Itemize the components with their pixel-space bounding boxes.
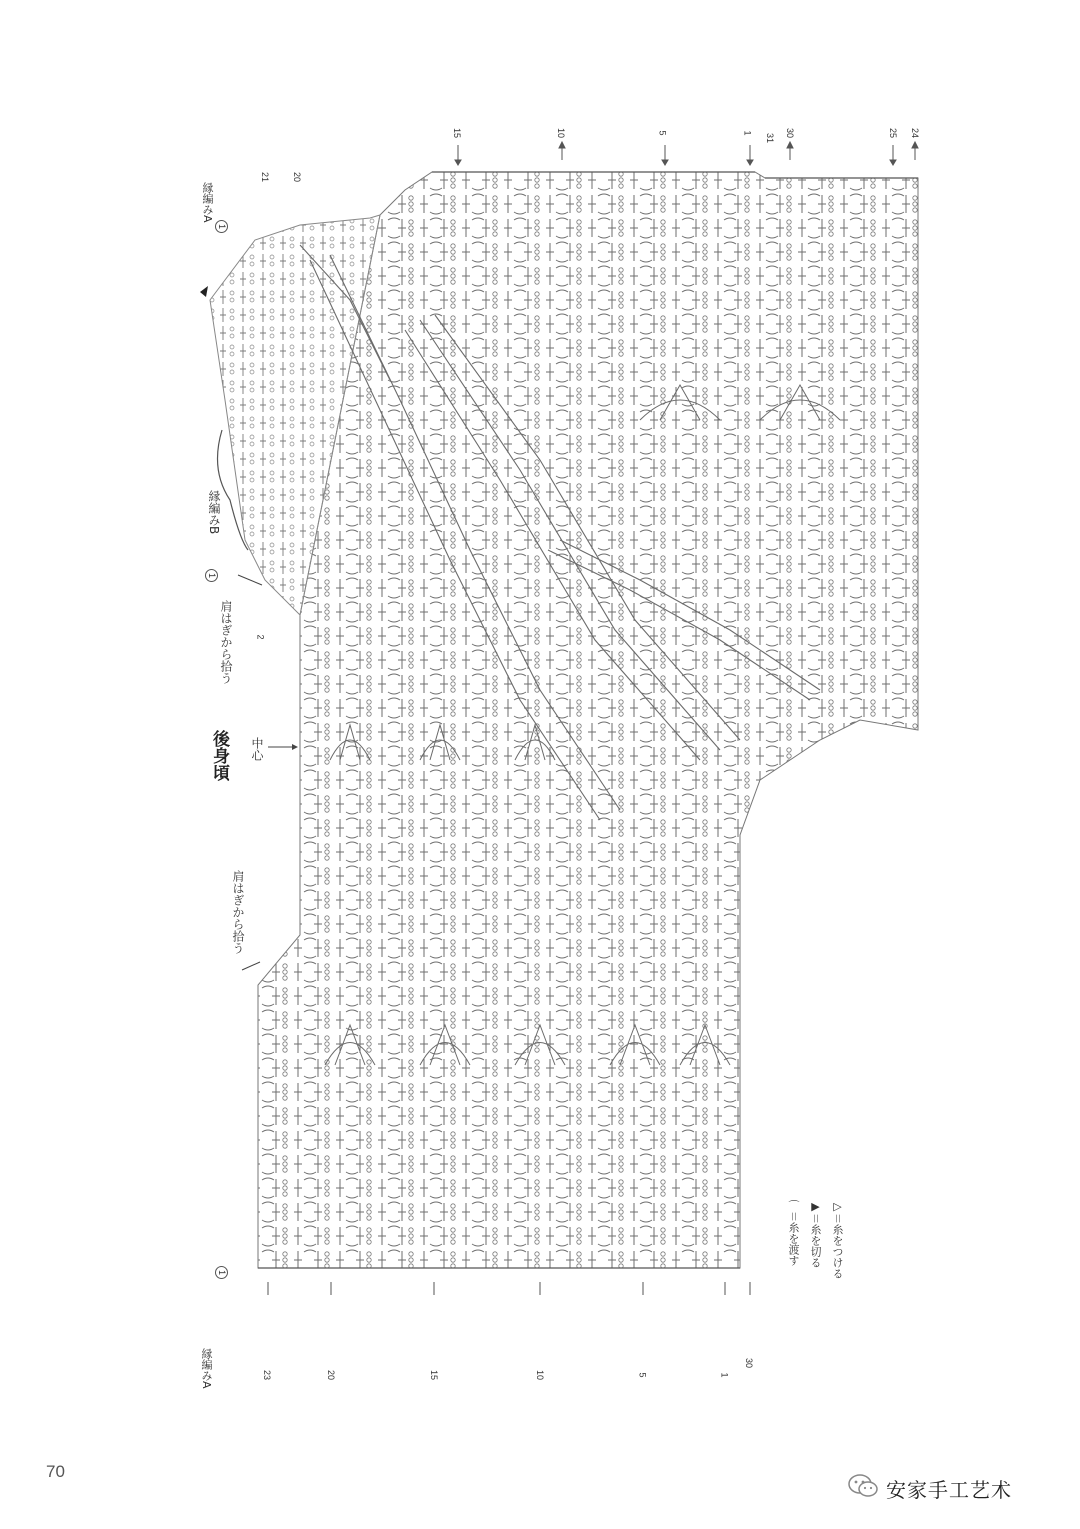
circled-marker-top: 1 [215,220,228,233]
row-num-bottom-5: 5 [637,1372,648,1378]
edging-b-label: 縁編みB [207,490,221,535]
row-num-21: 21 [260,171,271,183]
edging-a-label-bottom: 縁編みA [200,1348,213,1389]
thread-cut-marker [200,286,208,297]
row-num-top-10: 10 [556,127,567,139]
row-num-2: 2 [255,634,266,640]
watermark-text: 安家手工艺术 [886,1477,1012,1502]
row-num-top-5: 5 [657,130,668,136]
legend [785,1200,845,1279]
legend-text-attach: ＝糸をつける [831,1213,844,1279]
pickup-label-top: 肩はぎから拾う [219,600,233,684]
row-num-bottom-20: 20 [326,1369,337,1381]
wechat-icon [848,1473,878,1503]
circled-marker-middle: 1 [205,569,218,582]
row-num-top-31: 31 [765,132,776,144]
page-number: 70 [46,1462,65,1481]
legend-text-carry: ＝糸を渡す [787,1211,800,1266]
row-num-bottom-30: 30 [744,1357,755,1369]
circled-marker-bottom: 1 [215,1266,228,1279]
title-back-body: 後身頃 [209,730,229,781]
legend-symbol-attach: ▷ [831,1200,844,1213]
top-arrows [455,142,918,165]
row-num-top-1: 1 [742,130,753,136]
pickup-label-bottom: 肩はぎから拾う [231,870,245,954]
row-num-20: 20 [292,171,303,183]
row-num-top-25: 25 [888,127,899,139]
bottom-arrows [268,1282,750,1295]
legend-item-cut [807,1200,823,1279]
edging-a-label-top: 縁編みA [201,182,214,223]
center-label: 中心 [250,737,264,761]
row-num-bottom-10: 10 [535,1369,546,1381]
legend-symbol-carry: ⌒ [787,1200,800,1211]
watermark [848,1472,1012,1504]
row-num-bottom-1: 1 [719,1372,730,1378]
legend-item-attach [829,1200,845,1279]
legend-item-carry [785,1200,801,1279]
row-num-bottom-23: 23 [262,1369,273,1381]
row-num-top-24: 24 [910,127,921,139]
pickup-arrow-bottom [242,962,260,970]
legend-symbol-cut: ▶ [809,1200,822,1213]
row-num-bottom-15: 15 [429,1369,440,1381]
legend-text-cut: ＝糸を切る [809,1213,822,1268]
row-num-top-15: 15 [452,127,463,139]
pickup-arrow-top [238,575,262,585]
row-num-top-30: 30 [785,127,796,139]
